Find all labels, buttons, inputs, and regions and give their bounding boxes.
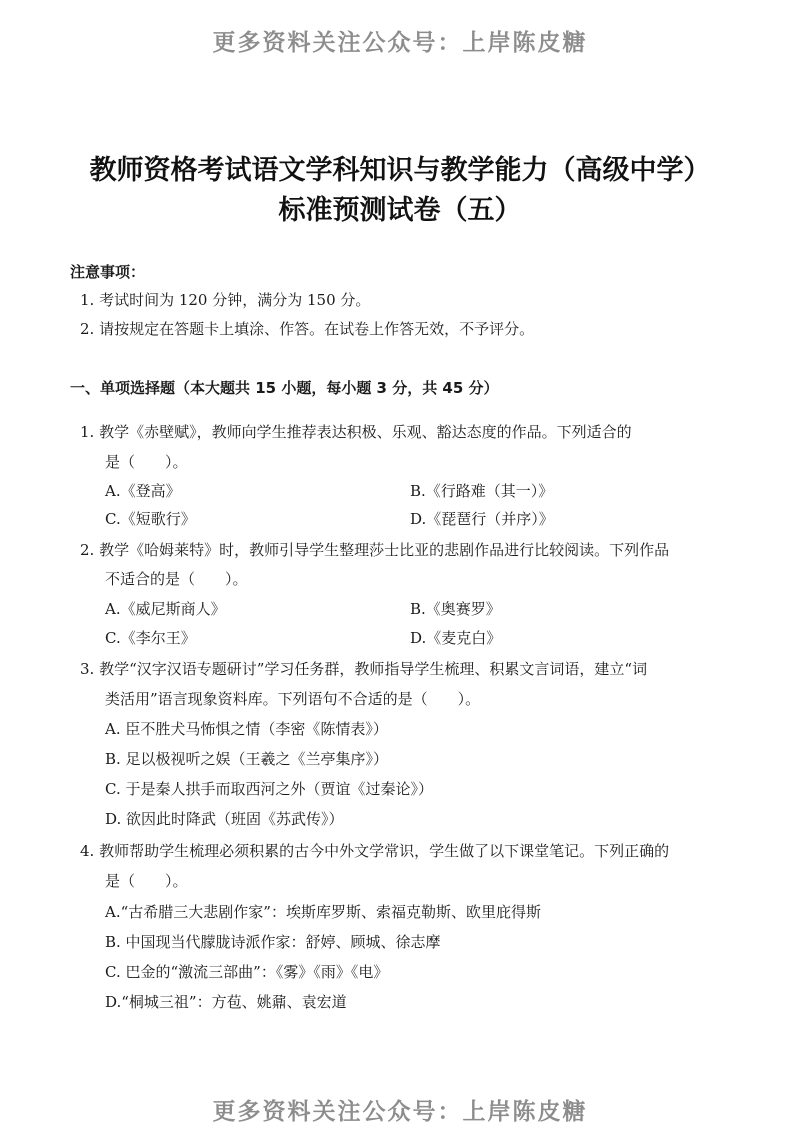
question-stem-cont: 是（ ）。: [105, 453, 188, 471]
option-a: A. 臣不胜犬马怖惧之情（李密《陈情表》）: [105, 720, 388, 738]
option-b: B.《行路难（其一）》: [410, 482, 554, 500]
question-stem-cont: 是（ ）。: [105, 872, 188, 890]
section-heading: 一、单项选择题（本大题共 15 小题，每小题 3 分，共 45 分）: [70, 379, 499, 397]
option-d: D.《麦克白》: [410, 629, 502, 647]
option-c: C. 巴金的“激流三部曲”：《雾》《雨》《电》: [105, 963, 389, 981]
notice-item: 1. 考试时间为 120 分钟，满分为 150 分。: [80, 291, 371, 309]
option-a: A.“古希腊三大悲剧作家”：埃斯库罗斯、索福克勒斯、欧里庇得斯: [105, 903, 541, 921]
option-b: B. 中国现当代朦胧诗派作家：舒婷、顾城、徐志摩: [105, 933, 441, 951]
exam-subtitle: 标准预测试卷（五）: [278, 195, 522, 226]
question-stem: 4. 教师帮助学生梳理必须积累的古今中外文学常识，学生做了以下课堂笔记。下列正确的: [80, 842, 670, 860]
option-d: D.《琵琶行（并序）》: [410, 510, 554, 528]
question-stem: 2. 教学《哈姆莱特》时，教师引导学生整理莎士比亚的悲剧作品进行比较阅读。下列作品: [80, 541, 670, 559]
exam-title: 教师资格考试语文学科知识与教学能力（高级中学）: [89, 155, 711, 186]
watermark-top: 更多资料关注公众号：上岸陈皮糖: [212, 30, 588, 56]
option-c: C.《李尔王》: [105, 629, 196, 647]
option-b: B.《奥赛罗》: [410, 600, 501, 618]
option-c: C.《短歌行》: [105, 510, 196, 528]
option-b: B. 足以极视听之娱（王羲之《兰亭集序》）: [105, 750, 389, 768]
question-stem: 1. 教学《赤壁赋》，教师向学生推荐表达积极、乐观、豁达态度的作品。下列适合的: [80, 423, 632, 441]
question-stem-cont: 类活用”语言现象资料库。下列语句不合适的是（ ）。: [105, 690, 481, 708]
option-d: D.“桐城三祖”：方苞、姚鼐、袁宏道: [105, 993, 347, 1011]
option-a: A.《登高》: [105, 482, 181, 500]
notice-item: 2. 请按规定在答题卡上填涂、作答。在试卷上作答无效，不予评分。: [80, 320, 535, 338]
question-stem-cont: 不适合的是（ ）。: [105, 570, 248, 588]
option-c: C. 于是秦人拱手而取西河之外（贾谊《过秦论》）: [105, 780, 433, 798]
question-stem: 3. 教学“汉字汉语专题研讨”学习任务群，教师指导学生梳理、积累文言词语，建立“词: [80, 660, 648, 678]
option-a: A.《威尼斯商人》: [105, 600, 226, 618]
notice-heading: 注意事项：: [70, 263, 146, 281]
watermark-bottom: 更多资料关注公众号：上岸陈皮糖: [212, 1099, 588, 1125]
option-d: D. 欲因此时降武（班固《苏武传》）: [105, 810, 344, 828]
